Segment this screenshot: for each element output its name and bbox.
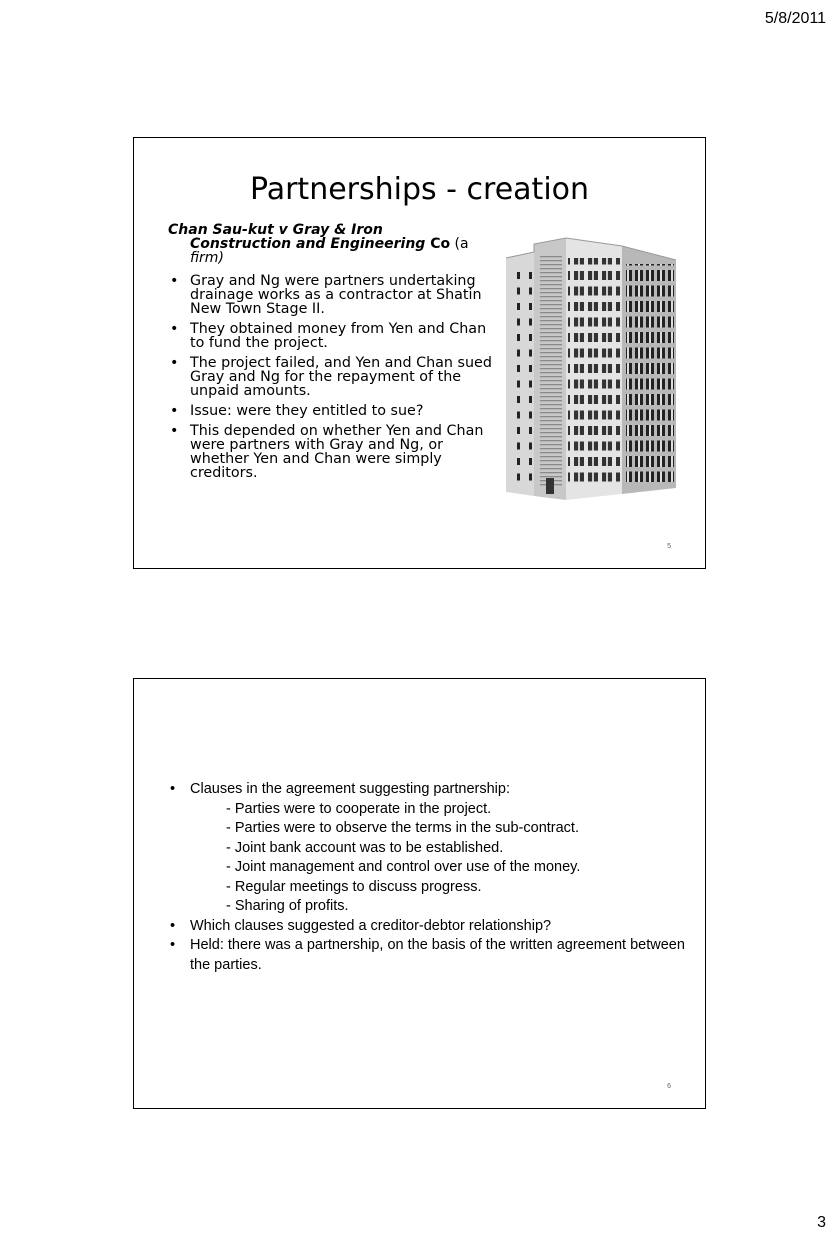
bullet-item: • Issue: were they entitled to sue? [168, 404, 498, 418]
bullet-item: • This depended on whether Yen and Chan were partners with Gray and Ng, or whether Yen and Chan were simply creditors. [168, 424, 498, 480]
bullet-item: • The project failed, and Yen and Chan sued Gray and Ng for the repayment of the unpaid amounts. [168, 356, 498, 398]
sub-item: - Sharing of profits. [226, 898, 349, 914]
sub-item: - Joint management and control over use of the money. [226, 859, 581, 875]
sub-item: - Regular meetings to discuss progress. [226, 878, 482, 895]
slide-6 [133, 678, 706, 1109]
bullet-item: • Held: there was a partnership, on the basis of the written agreement between the parties. [168, 936, 688, 975]
bullet-list [168, 274, 498, 486]
bullet-item: • Gray and Ng were partners undertaking drainage works as a contractor at Shatin New Town Stage II. [168, 274, 498, 316]
sub-item: - Parties were to cooperate in the project. [226, 800, 492, 817]
case-citation [168, 223, 488, 265]
slide-number: 6 [667, 1083, 671, 1090]
apartment-building-icon [502, 236, 682, 500]
slide-title: Partnerships - creation [249, 172, 590, 207]
case-name-part: Co [425, 236, 451, 252]
bullet-item: • Clauses in the agreement suggesting partnership: [168, 780, 688, 800]
bullet-list [168, 780, 688, 975]
case-name-part: Chan Sau-kut v Gray & Iron [168, 222, 383, 238]
page-date: 5/8/2011 [764, 10, 826, 27]
bullet-item: • They obtained money from Yen and Chan to fund the project. [168, 322, 498, 350]
case-name-part: firm) [190, 250, 224, 266]
bullet-item: • Which clauses suggested a creditor-debtor relationship? [168, 917, 688, 937]
page-number: 3 [817, 1214, 826, 1231]
case-name-part: Construction and Engineering [190, 236, 426, 252]
case-name-part: (a [450, 236, 469, 252]
sub-item: - Joint bank account was to be established. [226, 839, 504, 856]
slide-number: 5 [667, 543, 671, 550]
slide-5 [133, 137, 706, 569]
sub-item: - Parties were to observe the terms in the sub-contract. [226, 820, 579, 836]
